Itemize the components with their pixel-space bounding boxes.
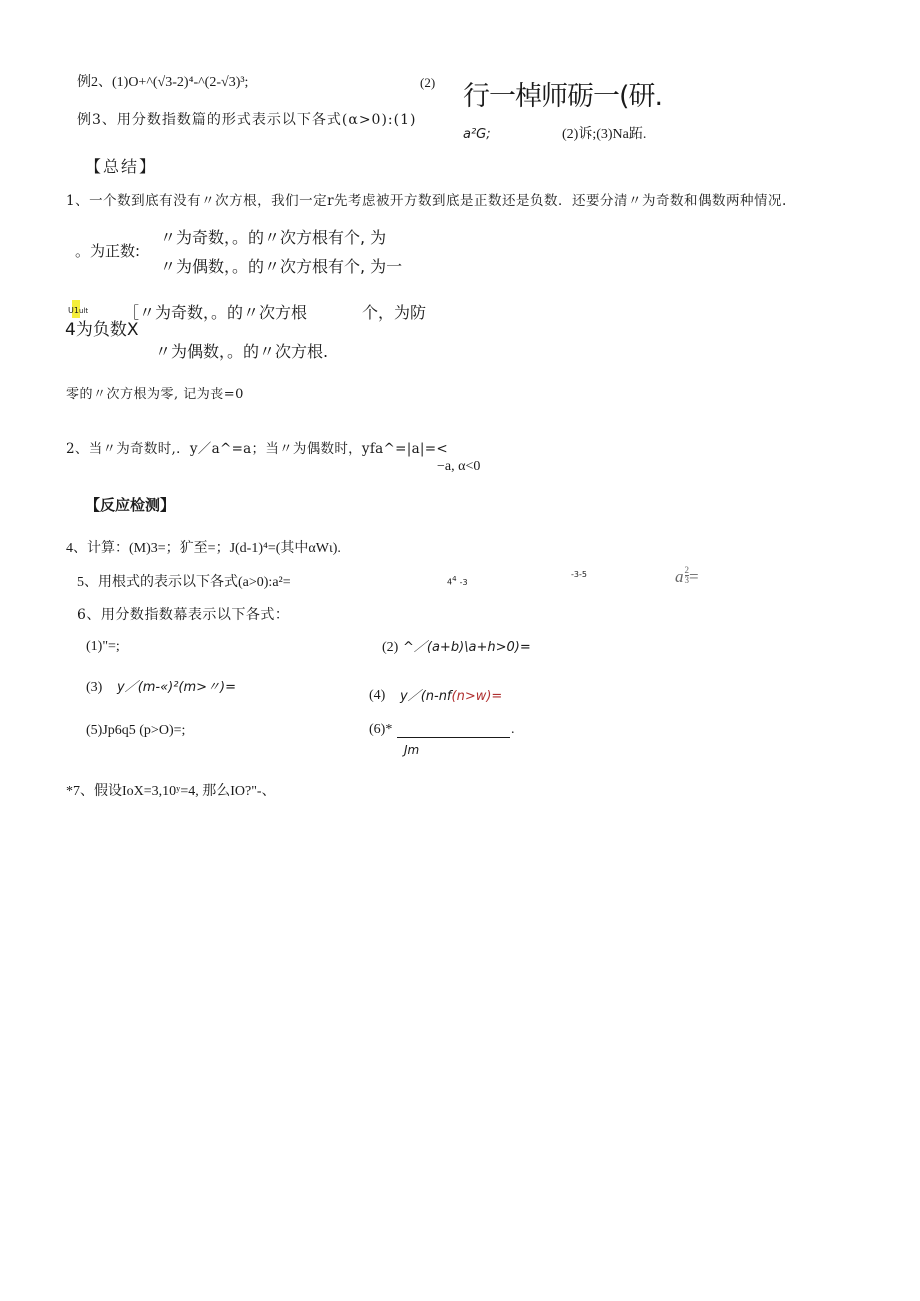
question-6: 6、用分数指数幕表示以下各式：: [77, 607, 290, 623]
question-6-part-5: (5)Jp6q5 (p>O)=;: [86, 723, 186, 738]
summary-positive-odd: 〃为奇数，。的〃次方根有个, 为: [160, 228, 387, 247]
example-2-part-2-number: (2): [420, 75, 436, 90]
example-2-line: 例2、(1)O+^(√3-2)⁴-^(2-√3)³;: [77, 75, 249, 90]
summary-line-2-negative-case: −a, α<0: [437, 459, 481, 474]
question-6-part-1: (1)"=;: [86, 639, 120, 654]
example-2-part-2-expression: 行一棹师砺一(研.: [463, 81, 663, 112]
question-6-part-4-expression: y／(n-nf(n>w)=: [400, 689, 503, 704]
summary-negative-odd: ［〃为奇数，。的〃次方根: [123, 303, 308, 322]
question-6-part-6: (6)*: [369, 722, 393, 737]
summary-heading: 【总结】: [85, 157, 158, 176]
summary-negative-even: 〃为偶数，。的〃次方根.: [155, 342, 329, 361]
summary-zero-rule: 零的〃次方根为零, 记为丧=0: [66, 387, 244, 402]
check-heading: 【反应检测】: [85, 496, 176, 514]
summary-negative-odd-tail: 个，为防: [362, 303, 427, 322]
question-6-part-6-period: .: [511, 722, 515, 737]
question-4: 4、计算：(M)3=；犷至=；J(d-1)⁴=(其中αWι).: [66, 541, 341, 556]
question-6-part-2-expression: ^／(a+b)\a+h>0)=: [403, 640, 531, 655]
question-7: *7、假设IoX=3,10ʸ=4, 那么IO?"-、: [66, 784, 276, 799]
question-6-part-3-number: (3): [86, 680, 103, 695]
question-6-part-6-subscript: Jm: [404, 743, 420, 757]
question-5: 5、用根式的表示以下各式(a>0):a²=: [77, 575, 291, 590]
question-6-part-3-expression: y／(m-«)²(m>〃)=: [117, 680, 237, 695]
summary-line-2: 2、当〃为奇数时,．y／a^=a；当〃为偶数时，yfa^=|a|=<: [66, 441, 448, 457]
summary-positive-label: 。为正数:: [75, 242, 141, 260]
summary-negative-label: 4为负数X: [65, 320, 139, 340]
question-6-part-2-number: (2): [382, 640, 399, 655]
question-5-fragment-2: -3-5: [571, 570, 587, 579]
question-5-fragment-3: a $\frac{2}{3}$ =: [675, 565, 699, 586]
example-3-item-1: a²G;: [463, 127, 491, 142]
summary-line-1: 1、一个数到底有没有〃次方根，我们一定r先考虑被开方数到底是正数还是负数．还要分清〃为奇数和偶数两种情况.: [66, 193, 787, 209]
example-3-line: 例3、用分数指数篇的形式表示以下各式(α>0):(1): [77, 112, 417, 128]
summary-negative-mark: U1ult: [68, 306, 89, 315]
question-6-part-4-number: (4): [369, 688, 386, 703]
question-6-part-6-blank: [397, 737, 510, 738]
example-3-items-2-3: (2)诉;(3)Na跖.: [562, 127, 647, 142]
summary-positive-even: 〃为偶数，。的〃次方根有个, 为一: [160, 257, 403, 276]
question-5-fragment-1: $4^4$ -3: [447, 575, 468, 587]
